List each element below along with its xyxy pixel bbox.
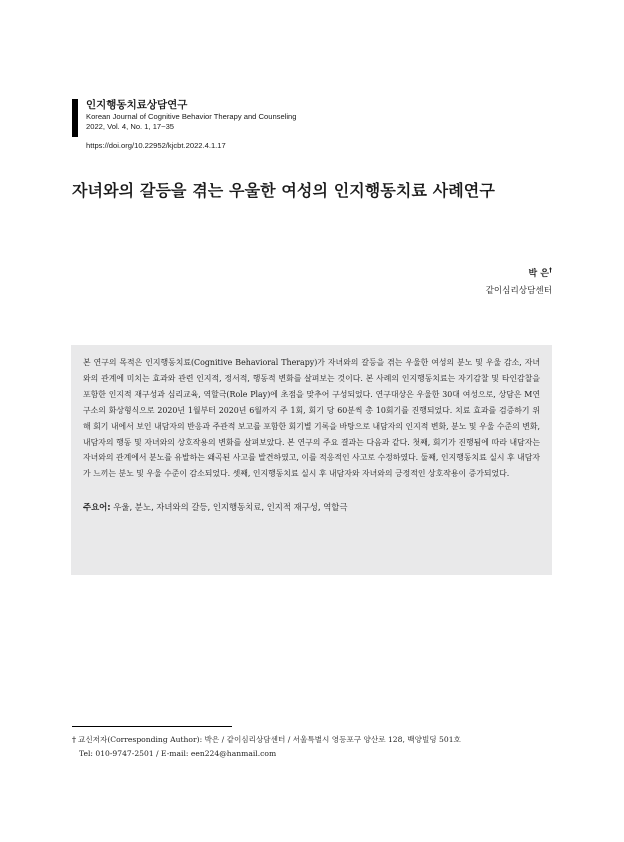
abstract-text: 본 연구의 목적은 인지행동치료(Cognitive Behavioral Therapy)가 자녀와의 갈등을 겪는 우울한 여성의 분노 및 우울 감소, 자녀와의 관계에 미치는 효과와 관련 인지적, 정서적, 행동적 변화를 살펴보는 것이다. 본 사례의 인지행동치료는 자기감찰 및 타인감찰을 포함한 인지적 재구성과 심리교육, 역할극(Role Play)에 초점을 맞추어 구성되었다. 연구대상은 우울한 30대 여성으로, 상담은 M연구소의 화상형식으로 2020년 1월부터 2020년 6월까지 주 1회, 회기 당 60분씩 총 10회기를 진행되었다. 치료 효과를 검증하기 위해 회기 내에서 보인 내담자의 반응과 주관적 보고를 포함한 회기별 기록을 바탕으로 내담자의 인지적 변화, 분노 및 우울 수준의 변화, 내담자의 행동 및 자녀와의 상호작용의 변화를 살펴보았다. 본 연구의 주요 결과는 다음과 같다. 첫째, 회기가 진행됨에 따라 내담자는 자녀와의 관계에서 분노를 유발하는 왜곡된 사고를 발견하였고, 이를 적응적인 사고로 수정하였다. 둘째, 인지행동치료 실시 후 내담자가 느끼는 분노 및 우울 수준이 감소되었다. 셋째, 인지행동치료 실시 후 내담자와 자녀와의 긍정적인 상호작용이 증가되었다.	[83, 358, 540, 479]
footnote-divider	[72, 726, 232, 727]
footnote-corresponding-author: 교신저자(Corresponding Author): 박은 / 같이심리상담센터 / 서울특별시 영등포구 양산로 128, 백양빌딩 501호	[77, 735, 461, 744]
author-block	[486, 264, 552, 298]
paper-title: 자녀와의 갈등을 겪는 우울한 여성의 인지행동치료 사례연구	[72, 181, 495, 200]
journal-accent-bar	[72, 99, 78, 137]
footnote-line-1	[72, 733, 562, 747]
journal-info	[86, 99, 386, 131]
journal-name-english: Korean Journal of Cognitive Behavior Therapy and Counseling	[86, 112, 297, 121]
author-line	[486, 264, 552, 281]
journal-name-korean: 인지행동치료상담연구	[86, 99, 188, 111]
footnote	[72, 733, 562, 761]
footnote-contact: Tel: 010-9747-2501 / E-mail: een224@hanmail.com	[79, 749, 277, 758]
keywords-line	[83, 501, 540, 514]
doi-link[interactable]: https://doi.org/10.22952/kjcbt.2022.4.1.17	[86, 141, 226, 150]
keywords-list: 우울, 분노, 자녀와의 갈등, 인지행동치료, 인지적 재구성, 역할극	[110, 502, 348, 513]
journal-volume-info: 2022, Vol. 4, No. 1, 17~35	[86, 121, 175, 131]
author-name: 박 은	[528, 269, 549, 279]
footnote-mark: †	[72, 735, 76, 744]
author-affiliation: 같이심리상담센터	[485, 286, 552, 296]
keywords-label: 주요어:	[83, 502, 111, 513]
abstract-box	[71, 345, 552, 575]
corresponding-author-mark: †	[549, 267, 552, 274]
